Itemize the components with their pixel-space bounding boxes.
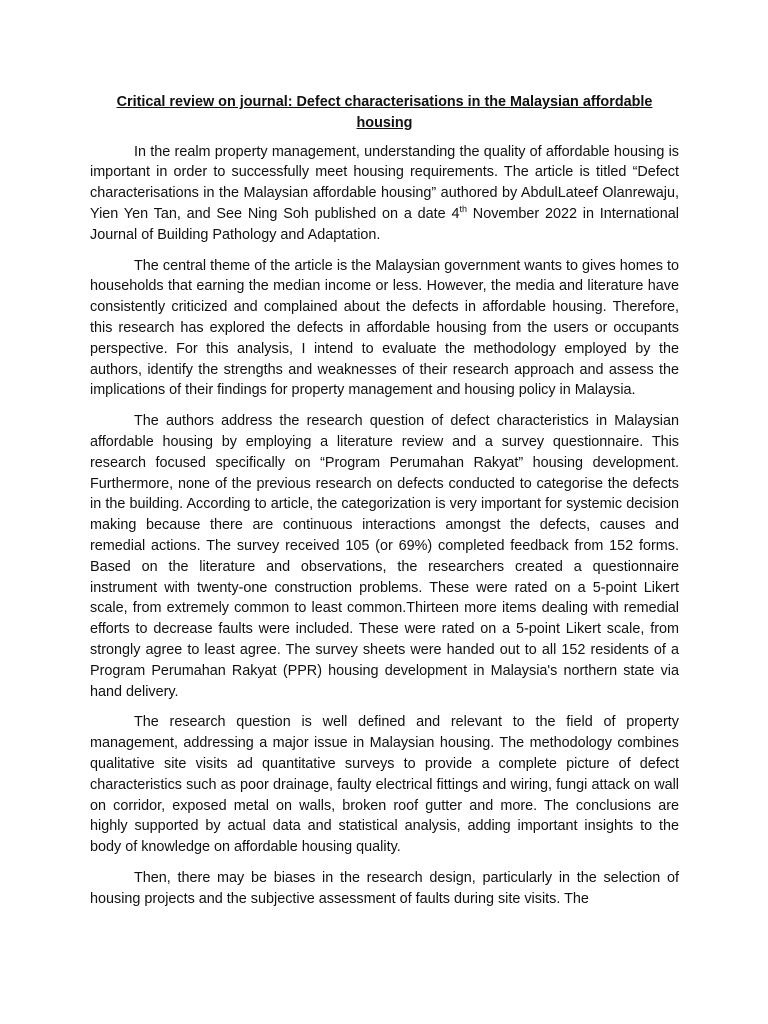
document-page [90, 92, 679, 919]
title-line-1: Critical review on journal: Defect characterisations in the Malaysian affordable [116, 94, 653, 110]
paragraph-strengths: The research question is well defined and relevant to the field of property management, addressing a major issue in Malaysian housing. The methodology combines qualitative site visits ad quantitative surveys to provide a complete picture of defect characteristics such as poor drainage, faulty electrical fittings and wiring, fungi attack on wall on corridor, exposed metal on walls, broken roof gutter and more. The conclusions are highly supported by actual data and statistical analysis, adding important insights to the body of knowledge on affordable housing quality. [90, 714, 679, 856]
paragraph-central-theme: The central theme of the article is the Malaysian government wants to gives homes to households that earning the median income or less. However, the media and literature have consistently criticized and complained about the defects in affordable housing. Therefore, this research has explored the defects in affordable housing from the users or occupants perspective. For this analysis, I intend to evaluate the methodology employed by the authors, identify the strengths and weaknesses of their research approach and assess the implications of their findings for property management and housing policy in Malaysia. [90, 257, 679, 399]
paragraph-intro-text: In the realm property management, understanding the quality of affordable housing is important in order to successfully meet housing requirements. The article is titled “Defect characterisations in the Malaysian affordable housing” authored by AbdulLateef Olanrewaju, Yien Yen Tan, and See Ning Soh published on a date 4 [90, 143, 679, 222]
paragraph-methodology: The authors address the research question of defect characteristics in Malaysian affordable housing by employing a literature review and a survey questionnaire. This research focused specifically on “Program Perumahan Rakyat” housing development. Furthermore, none of the previous research on defects conducted to categorise the defects in the building. According to article, the categorization is very important for systemic decision making because there are continuous interactions amongst the defects, causes and remedial actions. The survey received 105 (or 69%) completed feedback from 152 forms. Based on the literature and observations, the researchers created a questionnaire instrument with twenty-one construction problems. These were rated on a 5-point Likert scale, from extremely common to least common.Thirteen more items dealing with remedial efforts to decrease faults were included. These were rated on a 5-point Likert scale, from strongly agree to least agree. The survey sheets were handed out to all 152 residents of a Program Perumahan Rakyat (PPR) housing development in Malaysia's northern state via hand delivery. [90, 413, 679, 700]
paragraph-weaknesses: Then, there may be biases in the research design, particularly in the selection of housing projects and the subjective assessment of faults during site visits. The [90, 869, 679, 907]
paragraph-intro [90, 142, 679, 246]
paragraph-intro-tail: November 2022 in International Journal of Building Pathology and Adaptation. [90, 205, 679, 243]
title-line-2: housing [356, 114, 413, 131]
ordinal-suffix: th [459, 204, 467, 215]
document-title [90, 92, 679, 134]
